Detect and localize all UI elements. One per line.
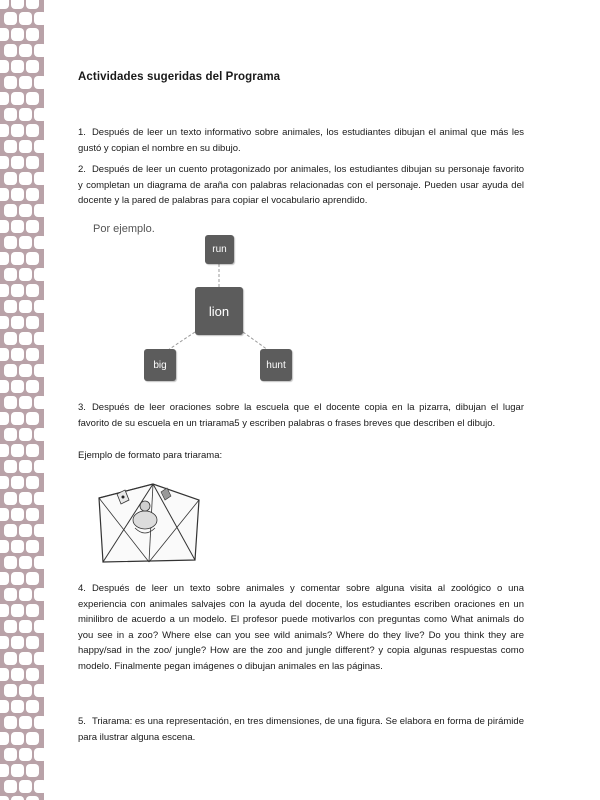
strip-tile	[34, 492, 44, 505]
strip-tile	[0, 252, 9, 265]
strip-tile	[19, 172, 32, 185]
activity-3	[78, 400, 524, 431]
strip-tile	[11, 636, 24, 649]
strip-tile	[19, 236, 32, 249]
strip-tile	[11, 316, 24, 329]
strip-tile	[0, 60, 9, 73]
strip-tile	[4, 396, 17, 409]
strip-tile	[19, 204, 32, 217]
strip-tile	[19, 396, 32, 409]
strip-tile	[34, 364, 44, 377]
strip-tile	[19, 300, 32, 313]
strip-tile	[19, 460, 32, 473]
strip-tile	[4, 364, 17, 377]
strip-tile	[19, 12, 32, 25]
strip-tile	[4, 204, 17, 217]
strip-tile	[26, 604, 39, 617]
strip-tile	[34, 748, 44, 761]
activity-number: 1.	[78, 127, 86, 138]
strip-tile	[11, 572, 24, 585]
triorama-illustration-icon	[95, 482, 203, 564]
strip-tile	[11, 604, 24, 617]
footnote-5	[78, 714, 524, 745]
strip-tile	[4, 428, 17, 441]
strip-tile	[34, 268, 44, 281]
strip-tile	[26, 284, 39, 297]
strip-tile	[0, 156, 9, 169]
strip-tile	[11, 412, 24, 425]
activity-number: 3.	[78, 402, 86, 413]
footnote-text: Triarama: es una representación, en tres dimensiones, de una figura. Se elabora en forma de pirámide para ilustrar alguna escena.	[78, 716, 524, 743]
strip-tile	[4, 44, 17, 57]
strip-tile	[19, 108, 32, 121]
strip-tile	[11, 508, 24, 521]
strip-tile	[26, 92, 39, 105]
strip-tile	[0, 124, 9, 137]
strip-tile	[11, 220, 24, 233]
activity-text: Después de leer un texto sobre animales y comentar sobre alguna visita al zoológico o una experiencia con animales salvajes con la ayuda del docente, los estudiantes escriben oraciones en un minilibro de acuerdo a un modelo. El profesor puede motivarlos con preguntas como What animals do you see in a zoo? Where else can you see wild animals? Where do they live? Do you think they are happy/sad in the zoo/ jungle? How are the zoo and jungle different? y copia algunas respuestas como modelo. Finalmente pegan imágenes o dibujan animales en las páginas.	[78, 583, 524, 672]
strip-tile	[26, 412, 39, 425]
strip-tile	[4, 684, 17, 697]
format-label: Ejemplo de formato para triarama:	[78, 450, 223, 461]
strip-tile	[19, 268, 32, 281]
strip-tile	[34, 652, 44, 665]
strip-tile	[19, 140, 32, 153]
strip-tile	[19, 76, 32, 89]
strip-tile	[0, 92, 9, 105]
strip-tile	[11, 28, 24, 41]
strip-tile	[4, 524, 17, 537]
strip-tile	[11, 668, 24, 681]
strip-tile	[26, 252, 39, 265]
strip-tile	[19, 492, 32, 505]
decorative-side-strip	[0, 0, 44, 800]
strip-tile	[34, 428, 44, 441]
strip-tile	[19, 332, 32, 345]
strip-tile	[11, 476, 24, 489]
activity-text: Después de leer un texto informativo sobre animales, los estudiantes dibujan el animal que más les gustó y copian el nombre en su dibujo.	[78, 127, 524, 154]
strip-tile	[26, 764, 39, 777]
strip-tile	[26, 572, 39, 585]
strip-tile	[4, 300, 17, 313]
strip-tile	[19, 44, 32, 57]
strip-tile	[34, 780, 44, 793]
strip-tile	[4, 748, 17, 761]
strip-tile	[19, 588, 32, 601]
strip-tile	[11, 732, 24, 745]
strip-tile	[26, 316, 39, 329]
strip-tile	[4, 108, 17, 121]
strip-tile	[26, 668, 39, 681]
strip-tile	[4, 12, 17, 25]
strip-tile	[4, 172, 17, 185]
strip-tile	[19, 780, 32, 793]
strip-tile	[0, 796, 9, 800]
strip-tile	[34, 556, 44, 569]
strip-tile	[11, 540, 24, 553]
strip-tile	[0, 220, 9, 233]
strip-tile	[26, 508, 39, 521]
strip-tile	[34, 76, 44, 89]
strip-tile	[19, 524, 32, 537]
strip-tile	[34, 620, 44, 633]
strip-tile	[19, 620, 32, 633]
strip-tile	[34, 108, 44, 121]
strip-tile	[34, 460, 44, 473]
strip-tile	[34, 172, 44, 185]
strip-tile	[0, 732, 9, 745]
strip-tile	[0, 0, 9, 9]
strip-tile	[0, 476, 9, 489]
page-title: Actividades sugeridas del Programa	[78, 71, 281, 83]
strip-tile	[26, 0, 39, 9]
strip-tile	[0, 764, 9, 777]
strip-tile	[11, 284, 24, 297]
strip-tile	[11, 380, 24, 393]
strip-tile	[26, 476, 39, 489]
strip-tile	[19, 364, 32, 377]
strip-tile	[26, 444, 39, 457]
spider-diagram	[88, 222, 318, 382]
node-big: big	[144, 349, 176, 381]
strip-tile	[11, 92, 24, 105]
strip-tile	[11, 444, 24, 457]
strip-tile	[0, 444, 9, 457]
strip-tile	[0, 636, 9, 649]
strip-tile	[4, 652, 17, 665]
strip-tile	[11, 156, 24, 169]
strip-tile	[11, 796, 24, 800]
strip-tile	[26, 220, 39, 233]
strip-tile	[11, 700, 24, 713]
node-hunt: hunt	[260, 349, 292, 381]
activity-1	[78, 125, 524, 156]
strip-tile	[4, 492, 17, 505]
strip-tile	[19, 748, 32, 761]
strip-tile	[26, 380, 39, 393]
strip-tile	[34, 524, 44, 537]
strip-tile	[11, 348, 24, 361]
strip-tile	[4, 76, 17, 89]
strip-tile	[34, 684, 44, 697]
strip-tile	[4, 556, 17, 569]
strip-tile	[4, 140, 17, 153]
footnote-number: 5.	[78, 716, 86, 727]
strip-tile	[26, 540, 39, 553]
strip-tile	[26, 60, 39, 73]
activity-text: Después de leer oraciones sobre la escuela que el docente copia en la pizarra, dibujan el lugar favorito de su escuela en un triarama5 y escriben palabras o frases breves que describen el dibujo.	[78, 402, 524, 429]
node-run: run	[205, 235, 234, 264]
activity-2	[78, 162, 524, 209]
activity-text: Después de leer un cuento protagonizado por animales, los estudiantes dibujan su personaje favorito y completan un diagrama de araña con palabras relacionadas con el personaje. Pueden usar ayuda del docente y la pared de palabras para copiar el vocabulario aprendido.	[78, 164, 524, 206]
strip-tile	[0, 700, 9, 713]
strip-tile	[19, 716, 32, 729]
strip-tile	[34, 332, 44, 345]
node-lion: lion	[195, 287, 243, 335]
strip-tile	[0, 348, 9, 361]
strip-tile	[11, 124, 24, 137]
strip-tile	[26, 348, 39, 361]
strip-tile	[34, 12, 44, 25]
strip-tile	[26, 124, 39, 137]
strip-tile	[26, 700, 39, 713]
strip-tile	[34, 204, 44, 217]
strip-tile	[11, 764, 24, 777]
strip-tile	[0, 668, 9, 681]
strip-tile	[4, 588, 17, 601]
strip-tile	[0, 188, 9, 201]
strip-tile	[34, 396, 44, 409]
strip-tile	[34, 44, 44, 57]
strip-tile	[26, 796, 39, 800]
strip-tile	[0, 604, 9, 617]
strip-tile	[11, 188, 24, 201]
strip-tile	[0, 380, 9, 393]
strip-tile	[34, 588, 44, 601]
strip-tile	[34, 140, 44, 153]
strip-tile	[11, 60, 24, 73]
strip-tile	[19, 556, 32, 569]
strip-tile	[26, 28, 39, 41]
strip-tile	[0, 540, 9, 553]
strip-tile	[0, 284, 9, 297]
strip-tile	[0, 572, 9, 585]
strip-tile	[4, 620, 17, 633]
strip-tile	[26, 156, 39, 169]
strip-tile	[34, 716, 44, 729]
strip-tile	[4, 716, 17, 729]
strip-tile	[4, 332, 17, 345]
strip-tile	[0, 316, 9, 329]
strip-tile	[34, 300, 44, 313]
strip-tile	[4, 268, 17, 281]
strip-tile	[0, 508, 9, 521]
activity-number: 2.	[78, 164, 86, 175]
strip-tile	[11, 252, 24, 265]
diagram-caption: Por ejemplo.	[93, 223, 155, 235]
strip-tile	[0, 28, 9, 41]
strip-tile	[26, 188, 39, 201]
strip-tile	[4, 236, 17, 249]
strip-tile	[26, 732, 39, 745]
activity-number: 4.	[78, 583, 86, 594]
strip-tile	[19, 684, 32, 697]
strip-tile	[19, 428, 32, 441]
strip-tile	[34, 236, 44, 249]
strip-tile	[4, 460, 17, 473]
strip-tile	[19, 652, 32, 665]
strip-tile	[0, 412, 9, 425]
activity-4	[78, 581, 524, 674]
strip-tile	[4, 780, 17, 793]
strip-tile	[26, 636, 39, 649]
strip-tile	[11, 0, 24, 9]
